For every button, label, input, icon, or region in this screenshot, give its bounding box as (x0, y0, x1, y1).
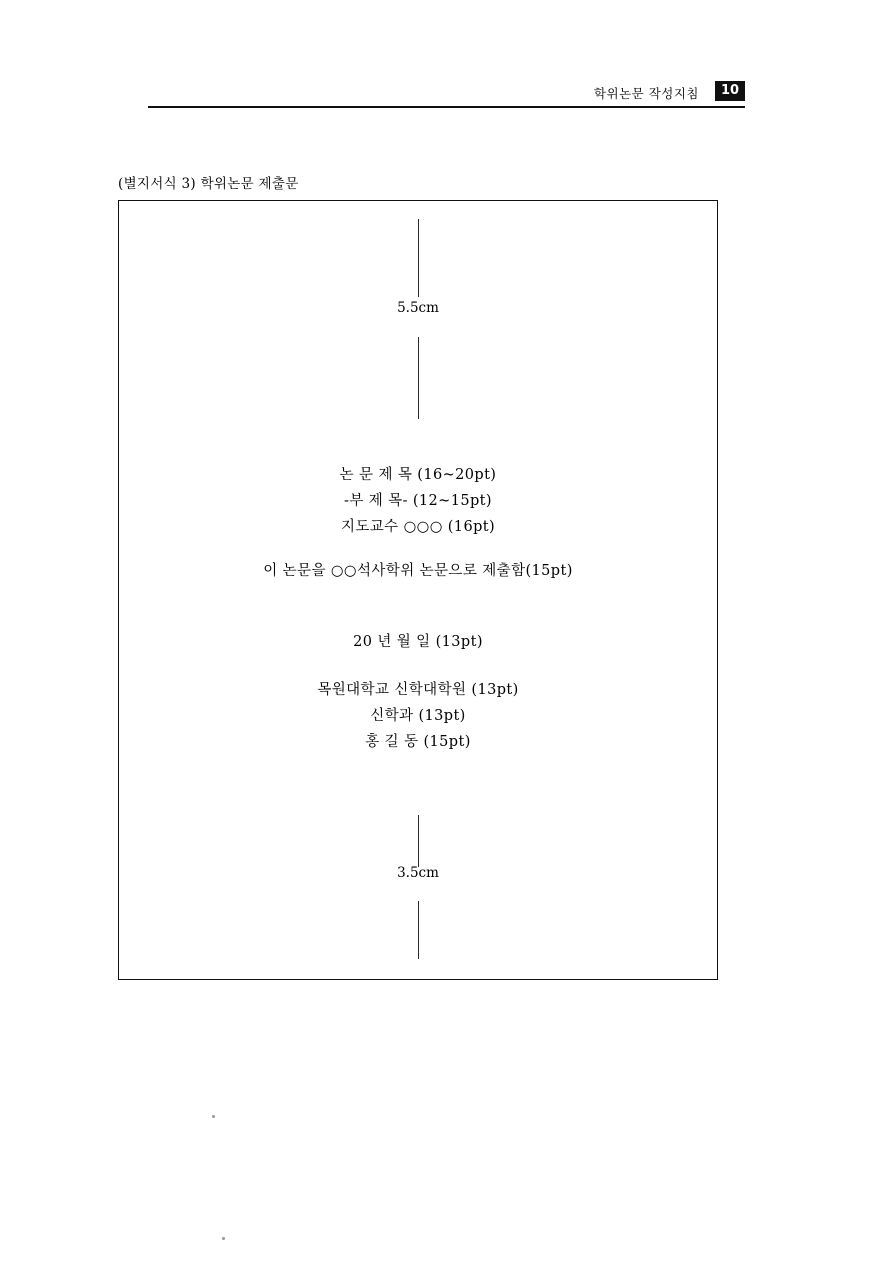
measure-line-bottom-lower (418, 901, 419, 959)
measure-line-top-lower (418, 337, 419, 419)
form-caption: (별지서식 3) 학위논문 제출문 (118, 176, 299, 192)
sample-author-name-line: 홍 길 동 (15pt) (365, 734, 471, 750)
scan-speck (212, 1115, 215, 1118)
running-title: 학위논문 작성지침 (593, 86, 699, 101)
sample-school-line: 목원대학교 신학대학원 (13pt) (317, 682, 519, 698)
sample-date-line: 20 년 월 일 (13pt) (353, 634, 483, 650)
sample-page-frame (118, 200, 718, 980)
sample-department-line: 신학과 (13pt) (370, 708, 466, 724)
measure-label-top: 5.5cm (397, 300, 439, 316)
sample-title-line: 논 문 제 목 (16~20pt) (339, 467, 497, 483)
measure-line-top-upper (418, 219, 419, 297)
sample-submission-statement-line: 이 논문을 ○○석사학위 논문으로 제출함(15pt) (263, 563, 573, 579)
page-number-badge: 10 (715, 81, 745, 101)
measure-label-bottom: 3.5cm (397, 865, 439, 881)
scan-speck (222, 1237, 225, 1240)
sample-advisor-line: 지도교수 ○○○ (16pt) (340, 519, 496, 535)
page-header (148, 84, 745, 108)
measure-line-bottom-upper (418, 815, 419, 867)
header-divider (148, 106, 745, 108)
sample-subtitle-line: -부 제 목- (12~15pt) (344, 493, 492, 509)
